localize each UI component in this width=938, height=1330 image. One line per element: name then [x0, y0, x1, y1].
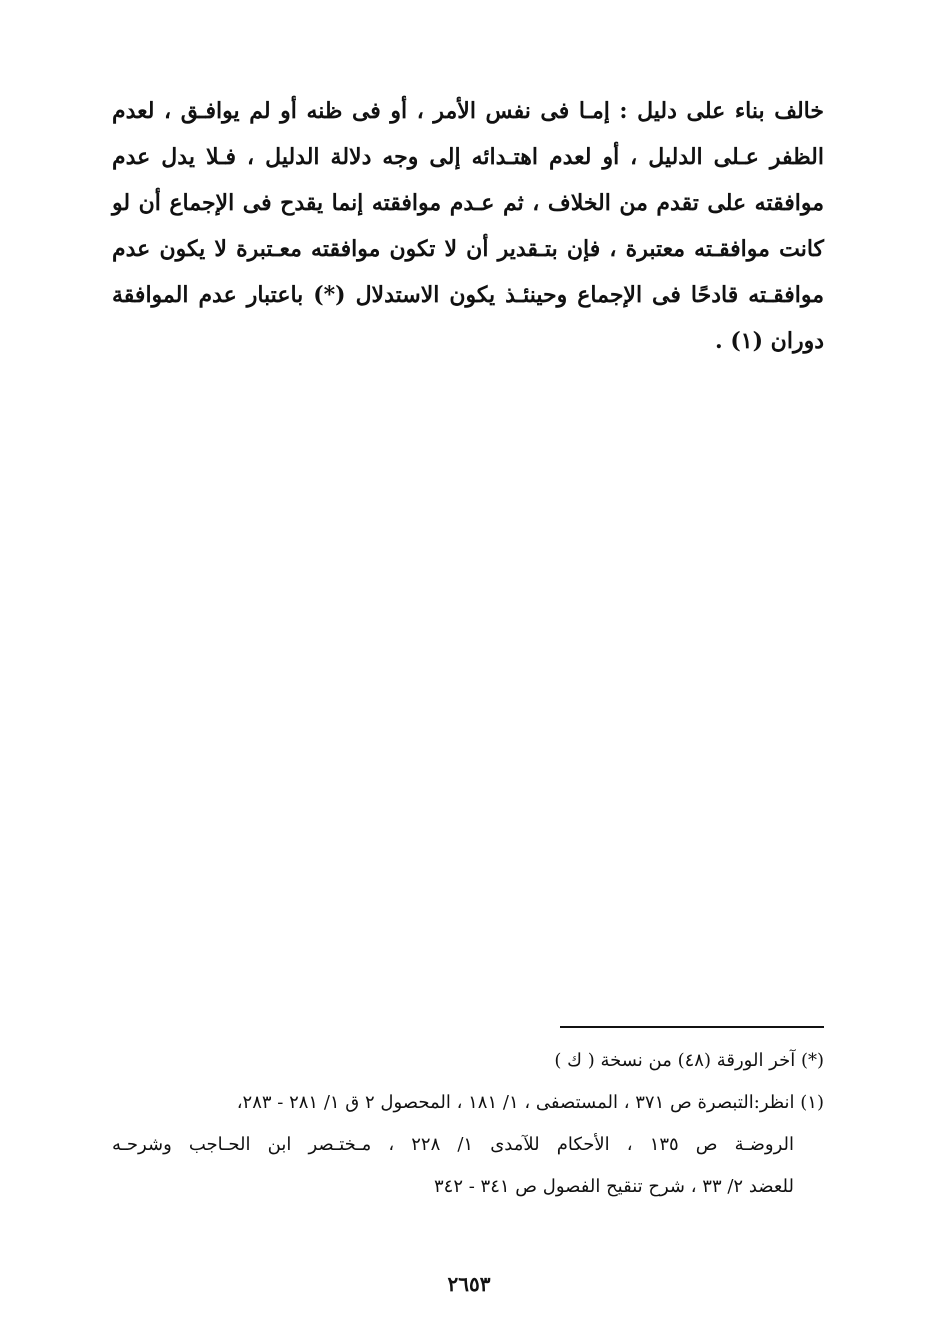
body-line: خالف بناء على دليل : إمـا فى نفس الأمر ، أو فى ظنه أو لم يوافـق ، لعدم [112, 98, 824, 124]
body-line: موافقـته قادحًا فى الإجماع وحينئـذ يكون الاستدلال (*) باعتبار عدم الموافقة [112, 282, 824, 308]
footnote-star: (*) آخر الورقة (٤٨) من نسخة ( ك ) [554, 1050, 824, 1071]
body-line: دوران (١) . [715, 328, 824, 354]
footnote-1-line: للعضد ٢/ ٣٣ ، شرح تنقيح الفصول ص ٣٤١ - ٣٤٢ [434, 1176, 794, 1197]
main-text [112, 88, 824, 364]
page-number: ٢٦٥٣ [447, 1272, 491, 1296]
footnote-1-line: (١) انظر:التبصرة ص ٣٧١ ، المستصفى ، ١/ ١٨١ ، المحصول ٢ ق ١/ ٢٨١ - ٢٨٣، [236, 1092, 824, 1113]
footnote-1-line: الروضـة ص ١٣٥ ، الأحكام للآمدى ١/ ٢٢٨ ، مـختـصر ابن الحـاجب وشرحـه [112, 1134, 794, 1155]
footnotes [112, 1040, 824, 1208]
body-line: كانت موافقـته معتبرة ، فإن بتـقدير أن لا تكون موافقته معـتبرة لا يكون عدم [112, 236, 824, 262]
footnote-separator [560, 1026, 824, 1028]
body-line: موافقته على تقدم من الخلاف ، ثم عـدم موافقته إنما يقدح فى الإجماع أن لو [112, 190, 824, 216]
body-line: الظفر عـلى الدليل ، أو لعدم اهتـدائه إلى وجه دلالة الدليل ، فـلا يدل عدم [112, 144, 824, 170]
